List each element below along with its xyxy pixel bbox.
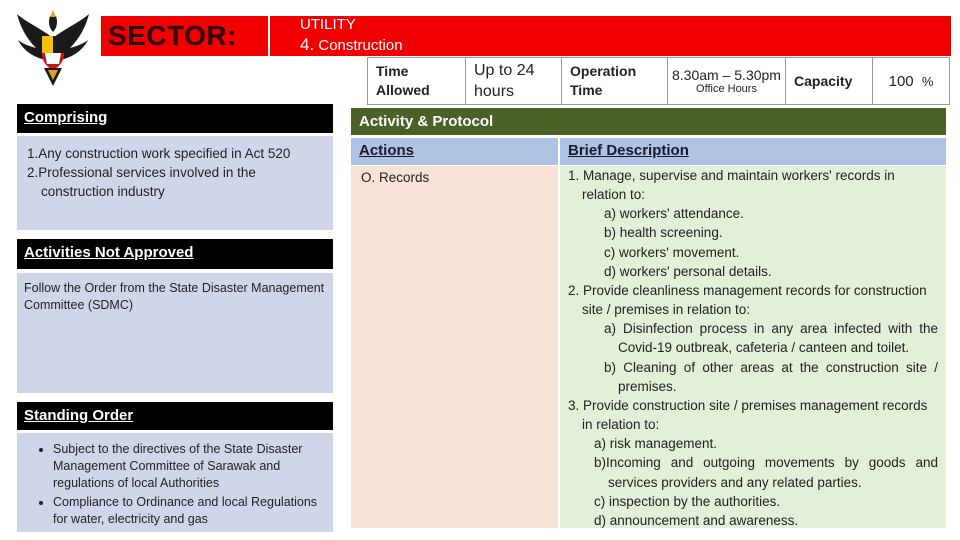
- description-column-header: Brief Description: [560, 138, 946, 165]
- sector-name: [300, 37, 403, 54]
- comprising-panel: [17, 136, 333, 230]
- description-item: 1. Manage, supervise and maintain workers' records in relation to:: [568, 168, 895, 203]
- description-subitem: c) inspection by the authorities.: [594, 493, 781, 509]
- operation-time-label: Operation Time: [562, 58, 668, 105]
- not-approved-header: Activities Not Approved: [17, 239, 333, 269]
- description-subitem: d) workers' personal details.: [604, 263, 772, 279]
- standing-order-item: • Compliance to Ordinance and local Regulations for water, electricity and gas: [53, 494, 327, 528]
- capacity-label: Capacity: [786, 58, 873, 105]
- comprising-header: Comprising: [17, 104, 333, 133]
- sector-name-text: Construction: [318, 37, 403, 54]
- description-subitem: b)Incoming and outgoing movements by goods and services providers and any related parties.: [594, 455, 938, 490]
- standing-order-header: Standing Order: [17, 402, 333, 430]
- sector-divider: [268, 16, 270, 56]
- description-item: 2. Provide cleanliness management records for construction site / premises in relation to:: [568, 282, 927, 318]
- comprising-item: 2.Professional services involved in the construction industry: [27, 165, 256, 199]
- capacity-cell: [873, 58, 950, 105]
- sector-number: 4.: [300, 35, 315, 54]
- action-item: O. Records: [361, 170, 430, 185]
- actions-column: [351, 166, 558, 528]
- description-item: 3. Provide construction site / premises management records in relation to:: [568, 397, 928, 433]
- description-subitem: a) workers' attendance.: [604, 206, 744, 222]
- description-subitem: d) announcement and awareness.: [594, 512, 799, 528]
- actions-column-header: Actions: [351, 138, 558, 165]
- operation-time-cell: [668, 58, 786, 105]
- standing-order-item: • Subject to the directives of the State Disaster Management Committee of Sarawak and regulations of local Authorities: [53, 441, 327, 492]
- description-subitem: a) Disinfection process in any area infected with the Covid-19 outbreak, cafeteria / canteen and toilet.: [604, 321, 938, 356]
- coat-of-arms-logo: [14, 8, 92, 90]
- description-subitem: c) workers' movement.: [604, 244, 740, 260]
- description-column: [560, 166, 946, 528]
- capacity-unit: %: [921, 73, 934, 89]
- not-approved-text: Follow the Order from the State Disaster Management Committee (SDMC): [24, 281, 325, 312]
- description-subitem: b) Cleaning of other areas at the construction site / premises.: [604, 359, 938, 394]
- utility-label: UTILITY: [300, 16, 356, 33]
- description-subitem: a) risk management.: [594, 436, 718, 452]
- activity-protocol-header: Activity & Protocol: [351, 108, 946, 135]
- time-allowed-label: Time Allowed: [368, 58, 466, 105]
- comprising-item: 1.Any construction work specified in Act 520: [27, 146, 291, 161]
- info-table: [367, 57, 950, 105]
- time-allowed-value: Up to 24 hours: [466, 58, 562, 105]
- operation-time-value: 8.30am – 5.30pm: [672, 67, 781, 83]
- sector-label: SECTOR:: [108, 20, 237, 51]
- operation-time-note: Office Hours: [696, 83, 757, 95]
- description-subitem: b) health screening.: [604, 225, 723, 241]
- standing-order-panel: [17, 433, 333, 532]
- not-approved-panel: [17, 273, 333, 393]
- capacity-value: 100: [888, 72, 914, 90]
